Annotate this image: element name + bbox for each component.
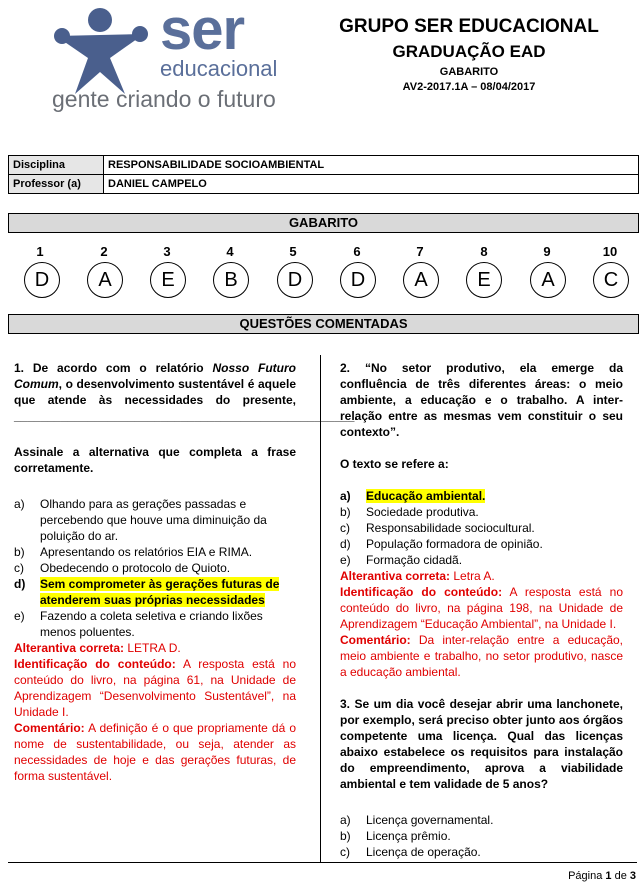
- option-key: c): [340, 845, 350, 859]
- correct-label: Alterantiva correta:: [14, 641, 125, 655]
- q2-instruction: O texto se refere a:: [340, 457, 449, 471]
- q1-correct: [14, 640, 296, 656]
- answer-number: 5: [289, 244, 297, 259]
- option-text: Licença prêmio.: [366, 829, 451, 843]
- answer-number: 1: [36, 244, 44, 259]
- answer-circle: E: [466, 262, 502, 298]
- comment-value: Da inter-relação entre a educação, meio ambiente e trabalho, no setor produtivo, nasce a educação ambiental.: [340, 633, 623, 679]
- comment-label: Comentário:: [14, 721, 85, 735]
- q1-stem-a: 1. De acordo com o relatório: [14, 361, 213, 375]
- professor-label: Professor (a): [9, 175, 104, 194]
- correct-value: LETRA D.: [124, 641, 181, 655]
- comment-value: A definição é o que propriamente dá o nome de sustentabilidade, ou seja, atender as necessidades de hoje e das gerações futuras, de forma sustentável.: [14, 721, 296, 783]
- answer-number: 4: [226, 244, 234, 259]
- answer-circle: A: [530, 262, 566, 298]
- option-key: c): [14, 561, 24, 575]
- q1-option-c: [14, 560, 296, 576]
- answer-number: 2: [100, 244, 108, 259]
- correct-value: Letra A.: [450, 569, 495, 583]
- q1-stem-italic: Nosso Futuro Comum: [14, 361, 296, 391]
- answer-number: 10: [602, 244, 618, 259]
- header-title: GRUPO SER EDUCACIONAL: [339, 16, 599, 37]
- q1-instruction: Assinale a alternativa que completa a frase corretamente.: [14, 445, 296, 475]
- questoes-bar: QUESTÕES COMENTADAS: [8, 314, 639, 334]
- footer-page-word: Página: [568, 870, 606, 882]
- answer-circle: D: [24, 262, 60, 298]
- column-divider: [320, 355, 321, 863]
- brand-tagline: gente criando o futuro: [52, 86, 276, 112]
- q1-stem: [14, 360, 358, 424]
- people-star-icon: [50, 6, 160, 96]
- q2-option-e: [340, 552, 623, 568]
- table-row: [9, 156, 639, 175]
- q1-options: [14, 496, 296, 640]
- q2-option-d: [340, 536, 623, 552]
- option-text-highlight: Sem comprometer às gerações futuras de atenderem suas próprias necessidades: [40, 577, 280, 607]
- table-row: [9, 175, 639, 194]
- q3-options: [340, 812, 623, 860]
- q1-option-e: [14, 608, 296, 640]
- id-value: A resposta está no conteúdo do livro, na página 198, na Unidade de Aprendizagem “Educação Ambiental”, na Unidade I.: [340, 585, 623, 631]
- answer-circle: C: [593, 262, 629, 298]
- answer-circle: A: [403, 262, 439, 298]
- answer-number: 9: [543, 244, 551, 259]
- left-column: [14, 360, 358, 784]
- option-text: Fazendo a coleta seletiva e criando lixões menos poluentes.: [40, 609, 263, 639]
- option-key: b): [340, 829, 351, 843]
- option-key: d): [340, 537, 351, 551]
- q1-identification: [14, 656, 296, 720]
- header-subtitle: GRADUAÇÃO EAD: [392, 42, 546, 61]
- disciplina-value: RESPONSABILIDADE SOCIOAMBIENTAL: [104, 156, 639, 175]
- answer-circle: D: [340, 262, 376, 298]
- q3-option-c: [340, 844, 623, 860]
- footer-page-number: 1: [605, 870, 612, 882]
- option-text: Responsabilidade sociocultural.: [366, 521, 535, 535]
- info-table: [8, 155, 639, 194]
- answer-circle: A: [87, 262, 123, 298]
- option-key: a): [14, 497, 25, 511]
- brand-name: ser: [160, 0, 245, 62]
- page-footer: [568, 870, 636, 882]
- q2-correct: [340, 568, 623, 584]
- option-key: e): [340, 553, 351, 567]
- q3-option-a: [340, 812, 623, 828]
- gabarito-bar: GABARITO: [8, 213, 639, 233]
- right-column: [340, 360, 623, 860]
- id-value: A resposta está no conteúdo do livro, na página 61, na Unidade de Aprendizagem “Desenvolvimento Sustentável”, na Unidade I.: [14, 657, 297, 719]
- q2-option-a: [340, 488, 623, 504]
- option-text: Sociedade produtiva.: [366, 505, 479, 519]
- q2-identification: [340, 584, 623, 632]
- q1-option-a: [14, 496, 296, 544]
- option-text: Olhando para as gerações passadas e percebendo que houve uma diminuição da poluição do ar.: [40, 497, 267, 543]
- comment-label: Comentário:: [340, 633, 411, 647]
- option-key: a): [340, 489, 351, 503]
- q1-option-d: [14, 576, 296, 608]
- option-text: Licença governamental.: [366, 813, 494, 827]
- professor-value: DANIEL CAMPELO: [104, 175, 639, 194]
- option-text: Apresentando os relatórios EIA e RIMA.: [40, 545, 253, 559]
- header-doc-type: GABARITO: [439, 66, 499, 78]
- q3-option-b: [340, 828, 623, 844]
- correct-label: Alterantiva correta:: [340, 569, 451, 583]
- q2-option-b: [340, 504, 623, 520]
- option-key: b): [340, 505, 351, 519]
- q2-comment: [340, 632, 623, 680]
- logo: [50, 0, 278, 114]
- option-key: e): [14, 609, 25, 623]
- q1-option-b: [14, 544, 296, 560]
- footer-page-total: 3: [629, 870, 636, 882]
- answer-number: 3: [163, 244, 171, 259]
- q3-stem: 3. Se um dia você desejar abrir uma lanchonete, por exemplo, será preciso obter junto aos órgãos competente uma licença. Qual das licenças abaixo estabelece os requisitos para instalação do empreendimento, aprova a viabilidade ambiental e tem validade de 5 anos?: [340, 697, 623, 791]
- footer-of-word: de: [611, 870, 630, 882]
- disciplina-label: Disciplina: [9, 156, 104, 175]
- q2-option-c: [340, 520, 623, 536]
- footer-rule: [8, 862, 637, 863]
- option-key: c): [340, 521, 350, 535]
- id-label: Identificação do conteúdo:: [14, 657, 176, 671]
- answer-circle: D: [277, 262, 313, 298]
- answer-circle: E: [150, 262, 186, 298]
- option-text-highlight: Educação ambiental.: [366, 489, 486, 503]
- option-text: Obedecendo o protocolo de Quioto.: [40, 561, 231, 575]
- q1-stem-b: , o desenvolvimento sustentável é aquele que atende às necessidades do presente, ___________________________________________________.: [14, 377, 358, 423]
- answer-number: 6: [353, 244, 361, 259]
- q1-comment: [14, 720, 296, 784]
- option-text: Formação cidadã.: [366, 553, 463, 567]
- answer-number: 8: [480, 244, 488, 259]
- q2-options: [340, 488, 623, 568]
- option-text: População formadora de opinião.: [366, 537, 543, 551]
- option-text: Licença de operação.: [366, 845, 481, 859]
- option-key: b): [14, 545, 25, 559]
- answer-circle: B: [213, 262, 249, 298]
- id-label: Identificação do conteúdo:: [340, 585, 503, 599]
- header-exam-code: AV2-2017.1A – 08/04/2017: [402, 81, 536, 93]
- option-key: d): [14, 577, 26, 591]
- answer-number: 7: [416, 244, 424, 259]
- brand-sub: educacional: [160, 56, 278, 81]
- option-key: a): [340, 813, 351, 827]
- q2-stem: 2. “No setor produtivo, ela emerge da confluência de três diferentes áreas: o meio ambiente, a educação e o trabalho. A inter-relação entre as mesmas vem constituir o seu contexto”.: [340, 361, 623, 439]
